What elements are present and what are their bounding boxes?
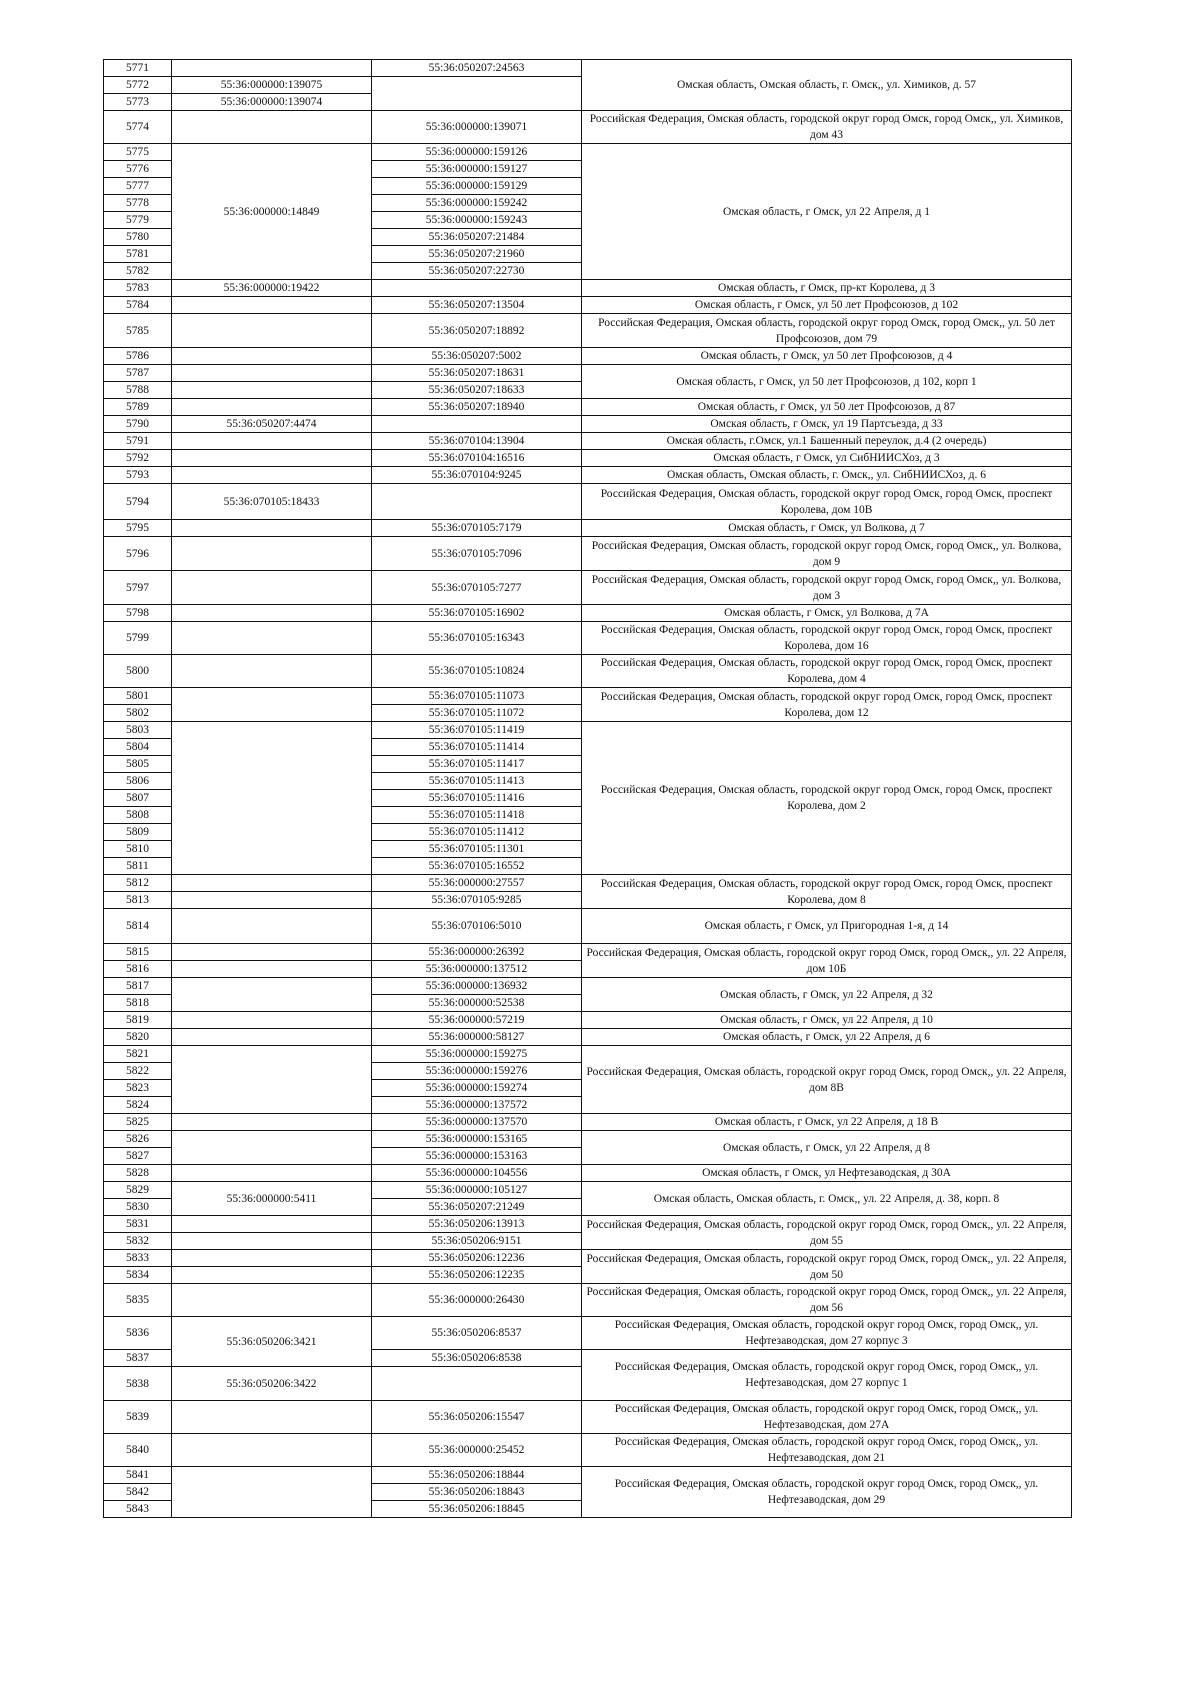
address-cell: Российская Федерация, Омская область, городской округ город Омск, город Омск, проспект Королева, дом 2 — [582, 722, 1072, 875]
row-number-cell: 5823 — [104, 1080, 172, 1097]
row-number-cell: 5824 — [104, 1097, 172, 1114]
table-row — [104, 520, 1072, 537]
cadastral-number-cell: 55:36:050207:18940 — [372, 399, 582, 416]
table-row — [104, 399, 1072, 416]
parent-cadastral-cell — [172, 875, 372, 892]
parent-cadastral-cell — [172, 1401, 372, 1434]
cadastral-number-cell: 55:36:000000:137570 — [372, 1114, 582, 1131]
parent-cadastral-cell: 55:36:000000:19422 — [172, 280, 372, 297]
address-cell: Омская область, г Омск, ул 19 Партсъезда, д 33 — [582, 416, 1072, 433]
address-cell: Омская область, г Омск, ул Волкова, д 7 — [582, 520, 1072, 537]
register-table-body — [104, 60, 1072, 1518]
cadastral-number-cell: 55:36:070105:7096 — [372, 537, 582, 571]
address-cell: Российская Федерация, Омская область, городской округ город Омск, город Омск,, ул. 22 Апреля, дом 55 — [582, 1216, 1072, 1250]
address-cell: Омская область, г Омск, пр-кт Королева, д 3 — [582, 280, 1072, 297]
parent-cadastral-cell: 55:36:050207:4474 — [172, 416, 372, 433]
parent-cadastral-cell — [172, 314, 372, 348]
table-row — [104, 978, 1072, 995]
cadastral-number-cell: 55:36:000000:52538 — [372, 995, 582, 1012]
row-number-cell: 5813 — [104, 892, 172, 909]
row-number-cell: 5771 — [104, 60, 172, 77]
cadastral-number-cell — [372, 416, 582, 433]
cadastral-number-cell: 55:36:000000:105127 — [372, 1182, 582, 1199]
address-cell: Омская область, г Омск, ул Нефтезаводская, д 30А — [582, 1165, 1072, 1182]
row-number-cell: 5800 — [104, 655, 172, 688]
cadastral-number-cell: 55:36:050207:21484 — [372, 229, 582, 246]
row-number-cell: 5782 — [104, 263, 172, 280]
address-cell: Российская Федерация, Омская область, городской округ город Омск, город Омск,, ул. Химиков, дом 43 — [582, 111, 1072, 144]
row-number-cell: 5822 — [104, 1063, 172, 1080]
row-number-cell: 5827 — [104, 1148, 172, 1165]
table-row — [104, 722, 1072, 739]
address-cell: Российская Федерация, Омская область, городской округ город Омск, город Омск,, ул. Нефтезаводская, дом 21 — [582, 1434, 1072, 1467]
row-number-cell: 5826 — [104, 1131, 172, 1148]
cadastral-number-cell: 55:36:050206:18843 — [372, 1484, 582, 1501]
address-cell: Российская Федерация, Омская область, городской округ город Омск, город Омск,, ул. Нефтезаводская, дом 27 корпус 1 — [582, 1350, 1072, 1401]
row-number-cell: 5803 — [104, 722, 172, 739]
parent-cadastral-cell: 55:36:070105:18433 — [172, 484, 372, 520]
table-row — [104, 1182, 1072, 1199]
cadastral-number-cell: 55:36:050206:18844 — [372, 1467, 582, 1484]
cadastral-number-cell: 55:36:000000:159127 — [372, 161, 582, 178]
row-number-cell: 5778 — [104, 195, 172, 212]
cadastral-number-cell — [372, 1367, 582, 1401]
parent-cadastral-cell — [172, 537, 372, 571]
parent-cadastral-cell — [172, 1029, 372, 1046]
row-number-cell: 5784 — [104, 297, 172, 314]
table-row — [104, 1284, 1072, 1317]
cadastral-number-cell: 55:36:000000:159126 — [372, 144, 582, 161]
row-number-cell: 5802 — [104, 705, 172, 722]
address-cell: Российская Федерация, Омская область, городской округ город Омск, город Омск, проспект Королева, дом 4 — [582, 655, 1072, 688]
cadastral-number-cell: 55:36:050207:21960 — [372, 246, 582, 263]
row-number-cell: 5818 — [104, 995, 172, 1012]
row-number-cell: 5837 — [104, 1350, 172, 1367]
parent-cadastral-cell — [172, 978, 372, 1012]
cadastral-number-cell: 55:36:050207:13504 — [372, 297, 582, 314]
table-row — [104, 1434, 1072, 1467]
row-number-cell: 5842 — [104, 1484, 172, 1501]
cadastral-number-cell: 55:36:000000:153165 — [372, 1131, 582, 1148]
parent-cadastral-cell — [172, 1012, 372, 1029]
cadastral-number-cell: 55:36:050206:18845 — [372, 1501, 582, 1518]
table-row — [104, 1467, 1072, 1484]
address-cell: Российская Федерация, Омская область, городской округ город Омск, город Омск,, ул. 22 Апреля, дом 50 — [582, 1250, 1072, 1284]
parent-cadastral-cell — [172, 1267, 372, 1284]
cadastral-number-cell: 55:36:000000:139071 — [372, 111, 582, 144]
address-cell: Российская Федерация, Омская область, городской округ город Омск, город Омск,, ул. Волкова, дом 9 — [582, 537, 1072, 571]
table-row — [104, 450, 1072, 467]
row-number-cell: 5777 — [104, 178, 172, 195]
parent-cadastral-cell — [172, 1046, 372, 1114]
table-row — [104, 1029, 1072, 1046]
row-number-cell: 5835 — [104, 1284, 172, 1317]
row-number-cell: 5832 — [104, 1233, 172, 1250]
row-number-cell: 5779 — [104, 212, 172, 229]
cadastral-number-cell: 55:36:070105:16343 — [372, 622, 582, 655]
cadastral-number-cell: 55:36:050206:9151 — [372, 1233, 582, 1250]
address-cell: Омская область, г Омск, ул Пригородная 1-я, д 14 — [582, 909, 1072, 944]
row-number-cell: 5817 — [104, 978, 172, 995]
row-number-cell: 5829 — [104, 1182, 172, 1199]
parent-cadastral-cell — [172, 944, 372, 961]
cadastral-number-cell: 55:36:070105:11073 — [372, 688, 582, 705]
table-row — [104, 484, 1072, 520]
row-number-cell: 5831 — [104, 1216, 172, 1233]
table-row — [104, 655, 1072, 688]
row-number-cell: 5774 — [104, 111, 172, 144]
table-row — [104, 467, 1072, 484]
cadastral-number-cell: 55:36:070105:9285 — [372, 892, 582, 909]
cadastral-number-cell: 55:36:070105:16902 — [372, 605, 582, 622]
parent-cadastral-cell — [172, 892, 372, 909]
cadastral-number-cell: 55:36:000000:139074 — [172, 94, 372, 111]
address-cell: Омская область, г Омск, ул 50 лет Профсоюзов, д 102, корп 1 — [582, 365, 1072, 399]
address-cell: Российская Федерация, Омская область, городской округ город Омск, город Омск,, ул. Нефтезаводская, дом 29 — [582, 1467, 1072, 1518]
cadastral-number-cell: 55:36:050207:24563 — [372, 60, 582, 77]
row-number-cell: 5773 — [104, 94, 172, 111]
table-row — [104, 605, 1072, 622]
row-number-cell: 5814 — [104, 909, 172, 944]
row-number-cell: 5790 — [104, 416, 172, 433]
parent-cadastral-cell — [172, 450, 372, 467]
cadastral-number-cell: 55:36:050206:8538 — [372, 1350, 582, 1367]
row-number-cell: 5834 — [104, 1267, 172, 1284]
cadastral-number-cell: 55:36:070106:5010 — [372, 909, 582, 944]
cadastral-number-cell: 55:36:050206:12235 — [372, 1267, 582, 1284]
table-row — [104, 1401, 1072, 1434]
address-cell: Омская область, Омская область, г. Омск,, ул. Химиков, д. 57 — [582, 60, 1072, 111]
row-number-cell: 5795 — [104, 520, 172, 537]
cadastral-number-cell: 55:36:000000:104556 — [372, 1165, 582, 1182]
table-row — [104, 1046, 1072, 1063]
cadastral-number-cell: 55:36:000000:58127 — [372, 1029, 582, 1046]
row-number-cell: 5792 — [104, 450, 172, 467]
parent-cadastral-cell — [172, 467, 372, 484]
parent-cadastral-cell — [172, 399, 372, 416]
table-row — [104, 280, 1072, 297]
cadastral-number-cell: 55:36:070105:11416 — [372, 790, 582, 807]
cadastral-number-cell: 55:36:050206:12236 — [372, 1250, 582, 1267]
parent-cadastral-cell: 55:36:000000:5411 — [172, 1182, 372, 1216]
parent-cadastral-cell — [172, 605, 372, 622]
parent-cadastral-cell: 55:36:000000:14849 — [172, 144, 372, 280]
row-number-cell: 5811 — [104, 858, 172, 875]
parent-cadastral-cell — [172, 348, 372, 365]
address-cell: Российская Федерация, Омская область, городской округ город Омск, город Омск, проспект Королева, дом 10В — [582, 484, 1072, 520]
cadastral-number-cell: 55:36:070105:11419 — [372, 722, 582, 739]
cadastral-number-cell — [372, 280, 582, 297]
table-row — [104, 909, 1072, 944]
parent-cadastral-cell — [172, 365, 372, 382]
row-number-cell: 5789 — [104, 399, 172, 416]
table-row — [104, 1165, 1072, 1182]
parent-cadastral-cell: 55:36:050206:3422 — [172, 1367, 372, 1401]
row-number-cell: 5781 — [104, 246, 172, 263]
table-row — [104, 1250, 1072, 1267]
row-number-cell: 5791 — [104, 433, 172, 450]
row-number-cell: 5787 — [104, 365, 172, 382]
address-cell: Омская область, Омская область, г. Омск,, ул. 22 Апреля, д. 38, корп. 8 — [582, 1182, 1072, 1216]
row-number-cell: 5838 — [104, 1367, 172, 1401]
row-number-cell: 5776 — [104, 161, 172, 178]
row-number-cell: 5836 — [104, 1317, 172, 1350]
row-number-cell: 5805 — [104, 756, 172, 773]
row-number-cell: 5794 — [104, 484, 172, 520]
cadastral-number-cell: 55:36:050207:5002 — [372, 348, 582, 365]
row-number-cell: 5775 — [104, 144, 172, 161]
cadastral-number-cell: 55:36:070104:9245 — [372, 467, 582, 484]
parent-cadastral-cell — [172, 1233, 372, 1250]
row-number-cell: 5786 — [104, 348, 172, 365]
address-cell: Российская Федерация, Омская область, городской округ город Омск, город Омск, проспект Королева, дом 12 — [582, 688, 1072, 722]
cadastral-number-cell: 55:36:000000:139075 — [172, 77, 372, 94]
row-number-cell: 5812 — [104, 875, 172, 892]
address-cell: Омская область, г Омск, ул 22 Апреля, д 32 — [582, 978, 1072, 1012]
cadastral-number-cell: 55:36:050206:13913 — [372, 1216, 582, 1233]
address-cell: Омская область, г Омск, ул 22 Апреля, д 8 — [582, 1131, 1072, 1165]
table-row — [104, 144, 1072, 161]
table-row — [104, 1114, 1072, 1131]
cadastral-number-cell: 55:36:070105:11412 — [372, 824, 582, 841]
cadastral-number-cell: 55:36:000000:27557 — [372, 875, 582, 892]
cadastral-number-cell: 55:36:050207:18633 — [372, 382, 582, 399]
row-number-cell: 5810 — [104, 841, 172, 858]
address-cell: Омская область, г Омск, ул 22 Апреля, д 18 В — [582, 1114, 1072, 1131]
row-number-cell: 5821 — [104, 1046, 172, 1063]
parent-cadastral-cell — [172, 1434, 372, 1467]
parent-cadastral-cell — [172, 622, 372, 655]
row-number-cell: 5830 — [104, 1199, 172, 1216]
parent-cadastral-cell — [172, 909, 372, 944]
address-cell: Омская область, Омская область, г. Омск,, ул. СибНИИСХоз, д. 6 — [582, 467, 1072, 484]
cadastral-number-cell: 55:36:070105:7179 — [372, 520, 582, 537]
cadastral-number-cell: 55:36:050207:22730 — [372, 263, 582, 280]
parent-cadastral-cell — [172, 433, 372, 450]
parent-cadastral-cell — [172, 1216, 372, 1233]
cadastral-number-cell: 55:36:000000:57219 — [372, 1012, 582, 1029]
parent-cadastral-cell — [172, 571, 372, 605]
parent-cadastral-cell — [172, 111, 372, 144]
cadastral-number-cell: 55:36:000000:159275 — [372, 1046, 582, 1063]
row-number-cell: 5798 — [104, 605, 172, 622]
table-row — [104, 537, 1072, 571]
cadastral-number-cell: 55:36:070104:16516 — [372, 450, 582, 467]
parent-cadastral-cell — [172, 655, 372, 688]
parent-cadastral-cell — [172, 382, 372, 399]
cadastral-number-cell: 55:36:000000:153163 — [372, 1148, 582, 1165]
row-number-cell: 5825 — [104, 1114, 172, 1131]
register-table — [103, 59, 1072, 1518]
parent-cadastral-cell — [172, 961, 372, 978]
table-row — [104, 314, 1072, 348]
row-number-cell: 5788 — [104, 382, 172, 399]
row-number-cell: 5807 — [104, 790, 172, 807]
table-row — [104, 1317, 1072, 1350]
parent-cadastral-cell — [172, 722, 372, 875]
row-number-cell: 5785 — [104, 314, 172, 348]
cadastral-number-cell: 55:36:070105:7277 — [372, 571, 582, 605]
address-cell: Российская Федерация, Омская область, городской округ город Омск, город Омск,, ул. Волкова, дом 3 — [582, 571, 1072, 605]
cadastral-number-cell: 55:36:050207:18631 — [372, 365, 582, 382]
cadastral-number-cell: 55:36:000000:137572 — [372, 1097, 582, 1114]
cadastral-number-cell: 55:36:050207:18892 — [372, 314, 582, 348]
table-row — [104, 60, 1072, 77]
parent-cadastral-cell — [172, 297, 372, 314]
address-cell: Российская Федерация, Омская область, городской округ город Омск, город Омск, проспект Королева, дом 16 — [582, 622, 1072, 655]
cadastral-number-cell: 55:36:070104:13904 — [372, 433, 582, 450]
parent-cadastral-cell — [172, 1250, 372, 1267]
parent-cadastral-cell — [172, 688, 372, 722]
address-cell: Российская Федерация, Омская область, городской округ город Омск, город Омск,, ул. 22 Апреля, дом 56 — [582, 1284, 1072, 1317]
parent-cadastral-cell — [172, 1114, 372, 1131]
address-cell: Российская Федерация, Омская область, городской округ город Омск, город Омск,, ул. 22 Апреля, дом 10Б — [582, 944, 1072, 978]
row-number-cell: 5843 — [104, 1501, 172, 1518]
table-row — [104, 1131, 1072, 1148]
row-number-cell: 5828 — [104, 1165, 172, 1182]
table-row — [104, 416, 1072, 433]
cadastral-number-cell: 55:36:000000:159276 — [372, 1063, 582, 1080]
cadastral-number-cell: 55:36:000000:159242 — [372, 195, 582, 212]
cadastral-number-cell: 55:36:070105:11417 — [372, 756, 582, 773]
address-cell: Омская область, г.Омск, ул.1 Башенный переулок, д.4 (2 очередь) — [582, 433, 1072, 450]
table-row — [104, 944, 1072, 961]
row-number-cell: 5780 — [104, 229, 172, 246]
address-cell: Российская Федерация, Омская область, городской округ город Омск, город Омск,, ул. Нефтезаводская, дом 27 корпус 3 — [582, 1317, 1072, 1350]
table-row — [104, 433, 1072, 450]
row-number-cell: 5801 — [104, 688, 172, 705]
row-number-cell: 5839 — [104, 1401, 172, 1434]
row-number-cell: 5840 — [104, 1434, 172, 1467]
table-row — [104, 688, 1072, 705]
address-cell: Российская Федерация, Омская область, городской округ город Омск, город Омск,, ул. 50 лет Профсоюзов, дом 79 — [582, 314, 1072, 348]
cadastral-number-cell: 55:36:000000:25452 — [372, 1434, 582, 1467]
address-cell: Омская область, г Омск, ул 50 лет Профсоюзов, д 87 — [582, 399, 1072, 416]
cadastral-number-cell: 55:36:070105:11414 — [372, 739, 582, 756]
table-row — [104, 1216, 1072, 1233]
row-number-cell: 5816 — [104, 961, 172, 978]
parent-cadastral-cell — [172, 1467, 372, 1518]
row-number-cell: 5819 — [104, 1012, 172, 1029]
row-number-cell: 5783 — [104, 280, 172, 297]
cadastral-number-cell: 55:36:070105:11301 — [372, 841, 582, 858]
parent-cadastral-cell — [172, 1284, 372, 1317]
address-cell: Омская область, г Омск, ул 22 Апреля, д 10 — [582, 1012, 1072, 1029]
table-row — [104, 571, 1072, 605]
address-cell: Российская Федерация, Омская область, городской округ город Омск, город Омск,, ул. Нефтезаводская, дом 27А — [582, 1401, 1072, 1434]
cadastral-number-cell: 55:36:000000:159243 — [372, 212, 582, 229]
cadastral-number-cell: 55:36:070105:11072 — [372, 705, 582, 722]
address-cell: Омская область, г Омск, ул СибНИИСХоз, д 3 — [582, 450, 1072, 467]
row-number-cell: 5806 — [104, 773, 172, 790]
cadastral-number-cell: 55:36:000000:26430 — [372, 1284, 582, 1317]
parent-cadastral-cell — [172, 520, 372, 537]
cadastral-number-cell: 55:36:070105:16552 — [372, 858, 582, 875]
row-number-cell: 5808 — [104, 807, 172, 824]
address-cell: Омская область, г Омск, ул Волкова, д 7А — [582, 605, 1072, 622]
cadastral-number-cell: 55:36:000000:136932 — [372, 978, 582, 995]
row-number-cell: 5841 — [104, 1467, 172, 1484]
table-row — [104, 875, 1072, 892]
cadastral-number-cell: 55:36:000000:137512 — [372, 961, 582, 978]
cadastral-number-cell: 55:36:000000:26392 — [372, 944, 582, 961]
parent-cadastral-cell: 55:36:050206:3421 — [172, 1317, 372, 1367]
cadastral-number-cell: 55:36:050206:15547 — [372, 1401, 582, 1434]
table-row — [104, 297, 1072, 314]
parent-cadastral-cell — [172, 1131, 372, 1165]
address-cell: Омская область, г Омск, ул 50 лет Профсоюзов, д 102 — [582, 297, 1072, 314]
row-number-cell: 5799 — [104, 622, 172, 655]
row-number-cell: 5820 — [104, 1029, 172, 1046]
address-cell: Омская область, г Омск, ул 22 Апреля, д 1 — [582, 144, 1072, 280]
row-number-cell: 5797 — [104, 571, 172, 605]
cadastral-number-cell: 55:36:070105:11413 — [372, 773, 582, 790]
table-row — [104, 622, 1072, 655]
cadastral-number-cell: 55:36:070105:10824 — [372, 655, 582, 688]
cadastral-number-cell: 55:36:050207:21249 — [372, 1199, 582, 1216]
row-number-cell: 5796 — [104, 537, 172, 571]
cadastral-number-cell: 55:36:070105:11418 — [372, 807, 582, 824]
parent-cadastral-cell — [172, 60, 372, 77]
parent-cadastral-cell — [172, 1165, 372, 1182]
table-row — [104, 348, 1072, 365]
table-row — [104, 365, 1072, 382]
address-cell: Российская Федерация, Омская область, городской округ город Омск, город Омск,, ул. 22 Апреля, дом 8В — [582, 1046, 1072, 1114]
cadastral-number-cell: 55:36:050206:8537 — [372, 1317, 582, 1350]
row-number-cell: 5833 — [104, 1250, 172, 1267]
address-cell: Омская область, г Омск, ул 50 лет Профсоюзов, д 4 — [582, 348, 1072, 365]
cadastral-number-cell — [372, 484, 582, 520]
address-cell: Российская Федерация, Омская область, городской округ город Омск, город Омск, проспект Королева, дом 8 — [582, 875, 1072, 909]
row-number-cell: 5793 — [104, 467, 172, 484]
cadastral-number-cell: 55:36:000000:159129 — [372, 178, 582, 195]
table-row — [104, 1012, 1072, 1029]
table-row — [104, 111, 1072, 144]
cadastral-number-cell: 55:36:000000:159274 — [372, 1080, 582, 1097]
row-number-cell: 5809 — [104, 824, 172, 841]
address-cell: Омская область, г Омск, ул 22 Апреля, д 6 — [582, 1029, 1072, 1046]
row-number-cell: 5804 — [104, 739, 172, 756]
row-number-cell: 5815 — [104, 944, 172, 961]
row-number-cell: 5772 — [104, 77, 172, 94]
